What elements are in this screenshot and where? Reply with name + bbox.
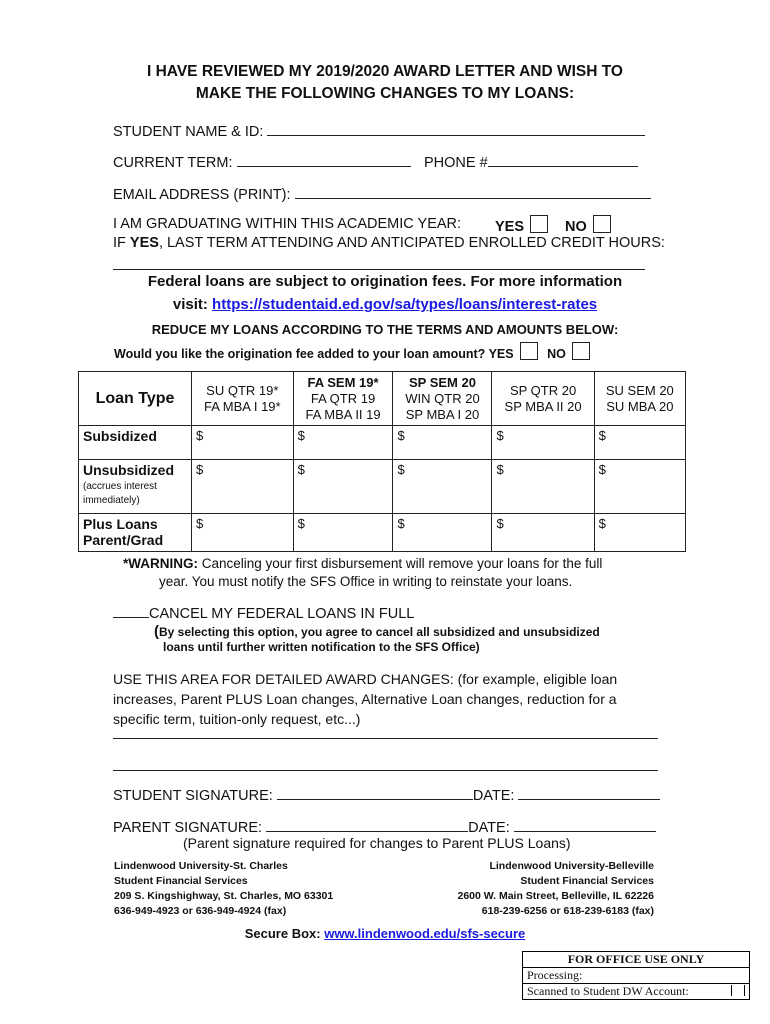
amount-cell[interactable]: $ <box>492 514 594 552</box>
if-yes-rest: , LAST TERM ATTENDING AND ANTICIPATED ENROLLED CREDIT HOURS: <box>158 235 665 251</box>
row-label: Subsidized <box>79 426 192 460</box>
row-note: (accrues interest immediately) <box>83 481 157 506</box>
student-signature-field[interactable] <box>277 785 473 800</box>
graduating-yes <box>495 215 548 235</box>
title-line-2: MAKE THE FOLLOWING CHANGES TO MY LOANS: <box>195 85 575 102</box>
row-label: Unsubsidized <box>83 462 175 478</box>
amount-cell[interactable]: $ <box>594 514 685 552</box>
current-term-field[interactable] <box>237 152 411 167</box>
origination-yes-checkbox[interactable] <box>520 342 538 360</box>
amount-cell[interactable]: $ <box>492 426 594 460</box>
column-header-line: SP SEM 20 <box>409 374 476 390</box>
parent-date-field[interactable] <box>514 817 656 832</box>
reduce-heading: REDUCE MY LOANS ACCORDING TO THE TERMS AND AMOUNTS BELOW: <box>151 322 619 337</box>
parent-signature-note: (Parent signature required for changes to Parent PLUS Loans) <box>183 835 571 851</box>
graduating-yes-checkbox[interactable] <box>530 215 548 233</box>
student-name-label: STUDENT NAME & ID: <box>113 124 264 140</box>
secure-box-link[interactable]: www.lindenwood.edu/sfs-secure <box>324 926 526 941</box>
table-row <box>79 514 686 552</box>
credit-hours-line[interactable] <box>113 269 645 270</box>
warning-label: *WARNING: <box>123 556 198 571</box>
warning-text-1: Canceling your first disbursement will remove your loans for the full <box>198 556 603 571</box>
current-term-row <box>113 152 411 171</box>
title-line-1: I HAVE REVIEWED MY 2019/2020 AWARD LETTER AND WISH TO <box>146 63 623 80</box>
fees-line-1: Federal loans are subject to origination fees. For more information <box>147 273 623 290</box>
amount-cell[interactable]: $ <box>192 460 294 514</box>
address-line: 636-949-4923 or 636-949-4924 (fax) <box>114 905 287 917</box>
origination-question-row <box>114 342 590 361</box>
cancel-note-1 <box>154 623 600 640</box>
row-label: Plus Loans <box>83 516 158 532</box>
graduating-yes-label: YES <box>495 219 525 235</box>
office-processing: Processing: <box>523 968 749 984</box>
parent-signature-label: PARENT SIGNATURE: <box>113 820 263 836</box>
detail-line-field-2[interactable] <box>113 770 658 771</box>
origination-no-label: NO <box>547 347 566 361</box>
amount-cell[interactable]: $ <box>594 460 685 514</box>
amount-cell[interactable]: $ <box>192 514 294 552</box>
column-header-line: SU SEM 20 <box>605 382 674 398</box>
current-term-label: CURRENT TERM: <box>113 155 233 171</box>
column-header-line: SU QTR 19* <box>206 382 279 398</box>
phone-label: PHONE # <box>424 155 488 171</box>
email-field[interactable] <box>295 184 651 199</box>
student-signature-label: STUDENT SIGNATURE: <box>113 788 273 804</box>
table-row <box>79 426 686 460</box>
parent-signature-row <box>113 817 656 836</box>
cancel-field[interactable] <box>113 603 149 618</box>
office-scanned-row <box>523 984 749 999</box>
table-row <box>79 460 686 514</box>
student-date-label: DATE: <box>472 788 515 804</box>
if-yes-prefix: IF <box>113 235 130 251</box>
if-yes-row <box>113 235 665 251</box>
amount-cell[interactable]: $ <box>293 426 393 460</box>
if-yes-bold: YES <box>129 235 159 251</box>
column-header-line: SP QTR 20 <box>509 382 577 398</box>
cancel-note-text-1: By selecting this option, you agree to cancel all subsidized and unsubsidized <box>159 625 600 639</box>
email-label: EMAIL ADDRESS (PRINT): <box>113 187 291 203</box>
graduating-no-checkbox[interactable] <box>593 215 611 233</box>
amount-cell[interactable]: $ <box>393 460 492 514</box>
secure-box-row <box>0 926 770 941</box>
graduating-label: I AM GRADUATING WITHIN THIS ACADEMIC YEAR: <box>113 216 462 232</box>
amount-cell[interactable]: $ <box>393 426 492 460</box>
loan-type-header: Loan Type <box>79 372 192 426</box>
column-header-line: WIN QTR 20 <box>405 390 480 406</box>
address-line: 2600 W. Main Street, Belleville, IL 62226 <box>457 890 654 902</box>
column-header-line: FA MBA II 19 <box>305 406 381 422</box>
address-st-charles <box>114 859 333 919</box>
address-line: 618-239-6256 or 618-239-6183 (fax) <box>481 905 654 917</box>
cancel-row <box>113 603 414 622</box>
address-line: Student Financial Services <box>520 875 654 887</box>
email-row <box>113 184 651 203</box>
address-line: Lindenwood University-Belleville <box>489 860 654 872</box>
column-header-line: SP MBA I 20 <box>405 406 480 422</box>
parent-signature-field[interactable] <box>266 817 468 832</box>
column-header-line: FA QTR 19 <box>310 390 376 406</box>
address-line: Lindenwood University-St. Charles <box>114 860 288 872</box>
table-header-row <box>79 372 686 426</box>
column-header <box>393 372 492 426</box>
column-header-line: SU MBA 20 <box>606 398 674 414</box>
office-scanned: Scanned to Student DW Account: <box>527 984 689 998</box>
column-header-line: FA SEM 19* <box>307 374 379 390</box>
amount-cell[interactable]: $ <box>293 514 393 552</box>
student-date-field[interactable] <box>518 785 660 800</box>
column-header <box>492 372 594 426</box>
address-line: 209 S. Kingshighway, St. Charles, MO 63301 <box>114 890 334 902</box>
amount-cell[interactable]: $ <box>492 460 594 514</box>
address-line: Student Financial Services <box>114 875 248 887</box>
fees-line-2 <box>0 296 770 313</box>
warning-line-2: year. You must notify the SFS Office in writing to reinstate your loans. <box>159 574 573 589</box>
row-label-cell <box>79 460 192 514</box>
office-use-header: FOR OFFICE USE ONLY <box>523 952 749 968</box>
row-label-cell <box>79 514 192 552</box>
detail-line-field-1[interactable] <box>113 738 658 739</box>
student-signature-row <box>113 785 660 804</box>
amount-cell[interactable]: $ <box>393 514 492 552</box>
column-header-line: SP MBA II 20 <box>504 398 582 414</box>
parent-date-label: DATE: <box>468 820 510 836</box>
student-name-row <box>113 121 645 140</box>
cancel-note-2: loans until further written notification to the SFS Office) <box>163 640 480 654</box>
secure-box-label: Secure Box: <box>244 926 325 941</box>
detail-instructions <box>113 669 617 729</box>
loan-table <box>78 371 686 552</box>
column-header <box>293 372 393 426</box>
detail-line-1: USE THIS AREA FOR DETAILED AWARD CHANGES: (for example, eligible loan <box>113 671 618 687</box>
detail-line-3: specific term, tuition-only request, etc...) <box>113 711 361 727</box>
student-name-field[interactable] <box>267 121 645 136</box>
cancel-label: CANCEL MY FEDERAL LOANS IN FULL <box>149 606 415 622</box>
amount-cell[interactable]: $ <box>192 426 294 460</box>
origination-yes-label: YES <box>488 347 514 361</box>
phone-row <box>424 152 638 171</box>
graduating-no <box>565 215 611 235</box>
graduating-row <box>113 216 461 232</box>
cancel-note-paren: ( <box>154 623 159 640</box>
column-header <box>594 372 685 426</box>
column-header <box>192 372 294 426</box>
column-header-line: FA MBA I 19* <box>204 398 281 414</box>
amount-cell[interactable]: $ <box>594 426 685 460</box>
origination-question: Would you like the origination fee added to your loan amount? <box>114 347 486 361</box>
phone-field[interactable] <box>488 152 638 167</box>
amount-cell[interactable]: $ <box>293 460 393 514</box>
office-use-box <box>522 951 750 1000</box>
warning-line-1 <box>123 556 602 571</box>
origination-no-checkbox[interactable] <box>572 342 590 360</box>
fees-visit: visit: <box>172 296 213 313</box>
office-scanned-checkbox[interactable] <box>731 985 745 996</box>
interest-rates-link[interactable]: https://studentaid.ed.gov/sa/types/loans/interest-rates <box>212 296 598 313</box>
detail-line-2: increases, Parent PLUS Loan changes, Alternative Loan changes, reduction for a <box>113 691 617 707</box>
graduating-no-label: NO <box>565 219 587 235</box>
address-belleville <box>458 859 655 919</box>
row-label-2: Parent/Grad <box>83 532 164 548</box>
